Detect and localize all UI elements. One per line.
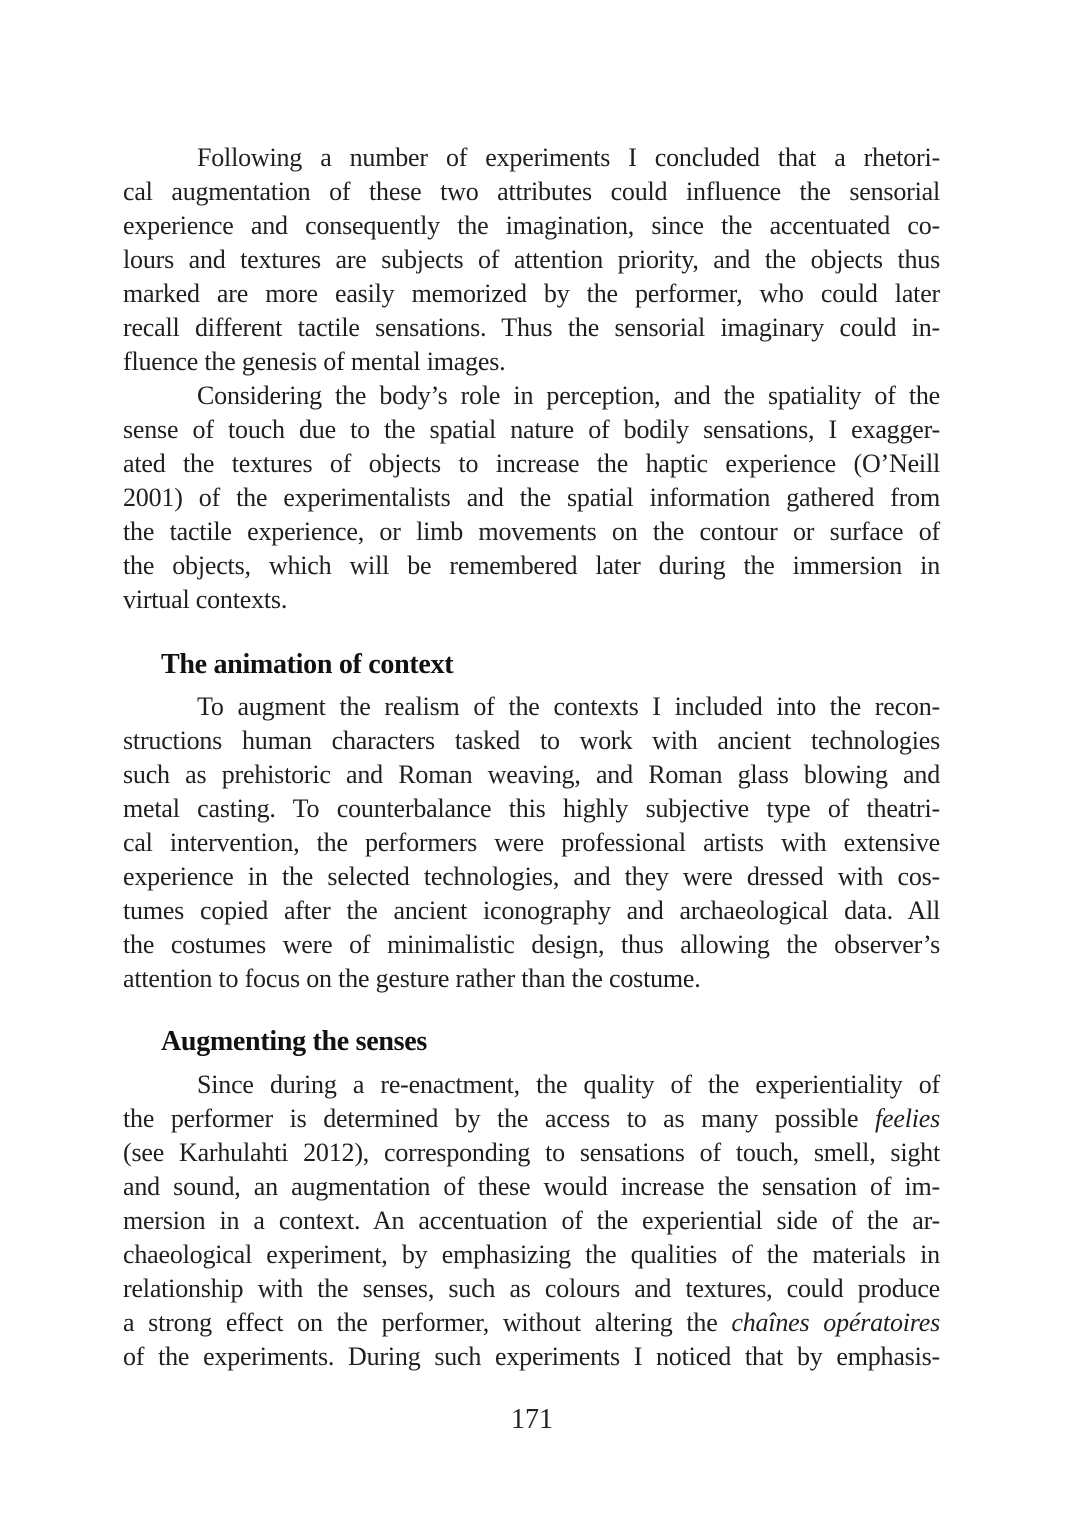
text-line: such as prehistoric and Roman weaving, and Roman glass blowing and [123,760,940,789]
text-line: cal intervention, the performers were professional artists with extensive [123,828,940,857]
text-line: structions human characters tasked to work with ancient technologies [123,726,940,755]
text-line: relationship with the senses, such as colours and textures, could produce [123,1274,940,1303]
text-line: the costumes were of minimalistic design, thus allowing the observer’s [123,930,940,959]
text-line: sense of touch due to the spatial nature of bodily sensations, I exagger- [123,415,940,444]
italic-term-chaines-operatoires: chaînes opératoires [731,1308,940,1337]
page-number: 171 [511,1404,553,1435]
text-segment: the performer is determined by the access to as many possible [123,1104,875,1133]
text-line: (see Karhulahti 2012), corresponding to sensations of touch, smell, sight [123,1138,940,1167]
text-line: Considering the body’s role in perception, and the spatiality of the [197,381,940,410]
text-line: fluence the genesis of mental images. [123,347,506,376]
text-line: ated the textures of objects to increase the haptic experience (O’Neill [123,449,940,478]
text-line: of the experiments. During such experiments I noticed that by emphasis- [123,1342,940,1371]
text-line [123,1306,940,1340]
text-line: mersion in a context. An accentuation of the experiential side of the ar- [123,1206,940,1235]
text-line: experience and consequently the imagination, since the accentuated co- [123,211,940,240]
text-line: tumes copied after the ancient iconography and archaeological data. All [123,896,940,925]
text-line: the tactile experience, or limb movements on the contour or surface of [123,517,940,546]
italic-term-feelies: feelies [874,1104,940,1133]
text-line: experience in the selected technologies, and they were dressed with cos- [123,862,940,891]
text-line: To augment the realism of the contexts I included into the recon- [197,692,940,721]
text-line: cal augmentation of these two attributes could influence the sensorial [123,177,940,206]
text-line: metal casting. To counterbalance this highly subjective type of theatri- [123,794,940,823]
text-line: Since during a re-enactment, the quality of the experientiality of [197,1070,940,1099]
text-line: marked are more easily memorized by the performer, who could later [123,279,940,308]
text-line: 2001) of the experimentalists and the spatial information gathered from [123,483,940,512]
section-heading-augmenting-the-senses: Augmenting the senses [161,1026,427,1057]
text-line: lours and textures are subjects of attention priority, and the objects thus [123,245,940,274]
text-line: virtual contexts. [123,585,288,614]
section-heading-animation-of-context: The animation of context [161,649,454,680]
text-line: attention to focus on the gesture rather than the costume. [123,964,701,993]
text-line: recall different tactile sensations. Thus the sensorial imaginary could in- [123,313,940,342]
text-line: Following a number of experiments I concluded that a rhetori- [197,143,940,172]
text-line: and sound, an augmentation of these would increase the sensation of im- [123,1172,940,1201]
text-segment: a strong effect on the performer, without altering the [123,1308,732,1337]
text-line: the objects, which will be remembered later during the immersion in [123,551,940,580]
text-line: chaeological experiment, by emphasizing the qualities of the materials in [123,1240,940,1269]
text-line [123,1102,940,1136]
